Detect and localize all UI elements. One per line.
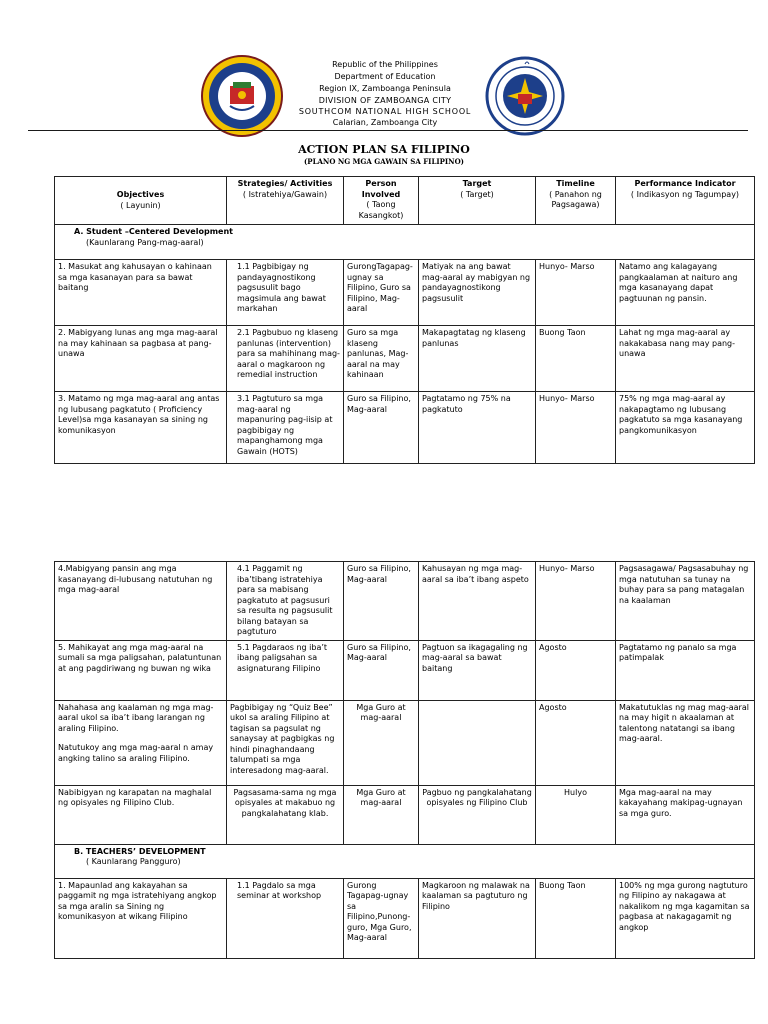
- strategy-cell: 4.1 Paggamit ng iba’tibang istratehiya para sa mabisang pagkatuto at pagsusuri sa resulta ng pagsusulit bilang batayan sa pagtuturo: [227, 562, 344, 641]
- objective-cell: 4.Mabigyang pansin ang mga kasanayang di-lubusang natutuhan ng mga mag-aaral: [55, 562, 227, 641]
- person-cell: Gurong Tagapag-ugnay sa Filipino,Punong-guro, Mga Guro, Mag-aaral: [344, 878, 419, 958]
- objective-cell: 2. Mabigyang lunas ang mga mag-aaral na may kahinaan sa pagbasa at pang-unawa: [55, 326, 227, 392]
- person-cell: Guro sa Filipino, Mag-aaral: [344, 562, 419, 641]
- header-divider: [28, 130, 748, 131]
- timeline-cell: Buong Taon: [536, 326, 616, 392]
- strategy-cell: Pagsasama-sama ng mga opisyales at makabuo ng pangkalahatang klab.: [227, 785, 344, 844]
- person-cell: Guro sa mga klaseng panlunas, Mag-aaral na may kahinaan: [344, 326, 419, 392]
- section-heading: A. Student –Centered Development (Kaunlarang Pang-mag-aaral): [55, 225, 755, 260]
- column-header-person: Person Involved ( Taong Kasangkot): [344, 177, 419, 225]
- section-row-student: [55, 225, 755, 260]
- indicator-cell: Pagtatamo ng panalo sa mga patimpalak: [616, 640, 755, 700]
- action-plan-table-2: [54, 561, 755, 959]
- section-heading: B. TEACHERS’ DEVELOPMENT ( Kaunlarang Pangguro): [55, 844, 755, 878]
- indicator-cell: Pagsasagawa/ Pagsasabuhay ng mga natutuhan sa tunay na buhay para sa pang matagalan na kaalaman: [616, 562, 755, 641]
- objective-cell: Nabibigyan ng karapatan na maghalal ng opisyales ng Filipino Club.: [55, 785, 227, 844]
- column-header-indicator: Performance Indicator ( Indikasyon ng Tagumpay): [616, 177, 755, 225]
- target-cell: Pagbuo ng pangkalahatang opisyales ng Filipino Club: [419, 785, 536, 844]
- person-cell: Mga Guro at mag-aaral: [344, 785, 419, 844]
- objective-cell: 3. Matamo ng mga mag-aaral ang antas ng lubusang pagkatuto ( Proficiency Level)sa mga kasanayan sa sining ng komunikasyon: [55, 392, 227, 464]
- column-header-target: Target ( Target): [419, 177, 536, 225]
- column-header-strategies: Strategies/ Activities ( Istratehiya/Gawain): [227, 177, 344, 225]
- column-header-objectives: Objectives ( Layunin): [55, 177, 227, 225]
- person-cell: Guro sa Filipino, Mag-aaral: [344, 392, 419, 464]
- table-row: [55, 640, 755, 700]
- indicator-cell: 100% ng mga gurong nagtuturo ng Filipino ay nakagawa at nakalikom ng mga kagamitan sa pagbasa at nakagagamit ng angkop: [616, 878, 755, 958]
- objective-text-2: Natutukoy ang mga mag-aaral n amay angking talino sa araling Filipino.: [58, 743, 214, 763]
- table-row: [55, 392, 755, 464]
- strategy-cell: 5.1 Pagdaraos ng iba’t ibang paligsahan sa asignaturang Filipino: [227, 640, 344, 700]
- timeline-cell: Buong Taon: [536, 878, 616, 958]
- document-header: [0, 0, 768, 135]
- header-line-division: DIVISION OF ZAMBOANGA CITY: [318, 96, 452, 105]
- table-row: [55, 562, 755, 641]
- strategy-cell: 1.1 Pagdalo sa mga seminar at workshop: [227, 878, 344, 958]
- objective-cell: 1. Mapaunlad ang kakayahan sa paggamit ng mga istratehiyang angkop sa mga aralin sa Sining ng komunikasyon at wikang Filipino: [55, 878, 227, 958]
- objective-cell: 5. Mahikayat ang mga mag-aaral na sumali sa mga paligsahan, palatuntunan at ang pagdiriwang ng buwan ng wika: [55, 640, 227, 700]
- person-cell: Mga Guro at mag-aaral: [344, 700, 419, 785]
- table-row: [55, 785, 755, 844]
- target-cell: Kahusayan ng mga mag-aaral sa iba’t ibang aspeto: [419, 562, 536, 641]
- indicator-cell: Mga mag-aaral na may kakayahang makipag-ugnayan sa mga guro.: [616, 785, 755, 844]
- objective-cell: 1. Masukat ang kahusayan o kahinaan sa mga kasanayan para sa bawat baitang: [55, 260, 227, 326]
- strategy-cell: 2.1 Pagbubuo ng klaseng panlunas (intervention) para sa mahihinang mag-aaral o magkaroon ng remedial instruction: [227, 326, 344, 392]
- strategy-cell: 1.1 Pagbibigay ng pandayagnostikong pagsusulit bago magsimula ang bawat markahan: [227, 260, 344, 326]
- action-plan-table-1: [54, 176, 755, 464]
- indicator-cell: 75% ng mga mag-aaral ay nakapagtamo ng lubusang pagkatuto sa mga kasanayang pangkomunikasyon: [616, 392, 755, 464]
- target-cell: Makapagtatag ng klaseng panlunas: [419, 326, 536, 392]
- table-header-row: [55, 177, 755, 225]
- page-title: ACTION PLAN SA FILIPINO: [298, 143, 470, 156]
- indicator-cell: Makatutuklas ng mag mag-aaral na may higit n akaalaman at talentong natatangi sa ibang mag-aaral.: [616, 700, 755, 785]
- target-cell: Matiyak na ang bawat mag-aaral ay mabigyan ng pandayagnostikong pagsusulit: [419, 260, 536, 326]
- table-row: [55, 878, 755, 958]
- header-line-department: Department of Education: [334, 72, 436, 81]
- strategy-cell: Pagbibigay ng “Quiz Bee” ukol sa araling Filipino at tagisan sa pagsulat ng sanaysay at pagbigkas ng hindi pinaghandaang talumpati sa mga interesadong mag-aaral.: [227, 700, 344, 785]
- strategy-cell: 3.1 Pagtuturo sa mga mag-aaral ng mapanuring pag-iisip at pagbibigay ng mapanghamong mga Gawain (HOTS): [227, 392, 344, 464]
- timeline-cell: Agosto: [536, 640, 616, 700]
- timeline-cell: Hunyo- Marso: [536, 562, 616, 641]
- timeline-cell: Agosto: [536, 700, 616, 785]
- target-cell: [419, 700, 536, 785]
- target-cell: Pagtuon sa ikagagaling ng mag-aaral sa bawat baitang: [419, 640, 536, 700]
- header-line-region: Region IX, Zamboanga Peninsula: [319, 84, 451, 93]
- indicator-cell: Natamo ang kalagayang pangkaalaman at naituro ang mga kasanayang dapat pagtuunan ng pansin.: [616, 260, 755, 326]
- objective-cell: [55, 700, 227, 785]
- target-cell: Pagtatamo ng 75% na pagkatuto: [419, 392, 536, 464]
- objective-text: Nahahasa ang kaalaman ng mga mag-aaral ukol sa iba’t ibang larangan ng araling Filipino.: [58, 702, 214, 733]
- person-cell: Guro sa Filipino, Mag-aaral: [344, 640, 419, 700]
- table-row: [55, 700, 755, 785]
- header-line-school: SOUTHCOM NATIONAL HIGH SCHOOL: [298, 107, 472, 116]
- person-cell: GurongTagapag-ugnay sa Filipino, Guro sa Filipino, Mag-aaral: [344, 260, 419, 326]
- table-row: [55, 260, 755, 326]
- table-row: [55, 326, 755, 392]
- column-header-timeline: Timeline ( Panahon ng Pagsagawa): [536, 177, 616, 225]
- timeline-cell: Hunyo- Marso: [536, 260, 616, 326]
- header-line-country: Republic of the Philippines: [332, 60, 438, 69]
- page-subtitle: (PLANO NG MGA GAWAIN SA FILIPINO): [304, 157, 464, 166]
- indicator-cell: Lahat ng mga mag-aaral ay nakakabasa nang may pang-unawa: [616, 326, 755, 392]
- section-row-teachers: [55, 844, 755, 878]
- timeline-cell: Hunyo- Marso: [536, 392, 616, 464]
- target-cell: Magkaroon ng malawak na kaalaman sa pagtuturo ng Filipino: [419, 878, 536, 958]
- header-line-address: Calarian, Zamboanga City: [332, 118, 438, 127]
- timeline-cell: Hulyo: [536, 785, 616, 844]
